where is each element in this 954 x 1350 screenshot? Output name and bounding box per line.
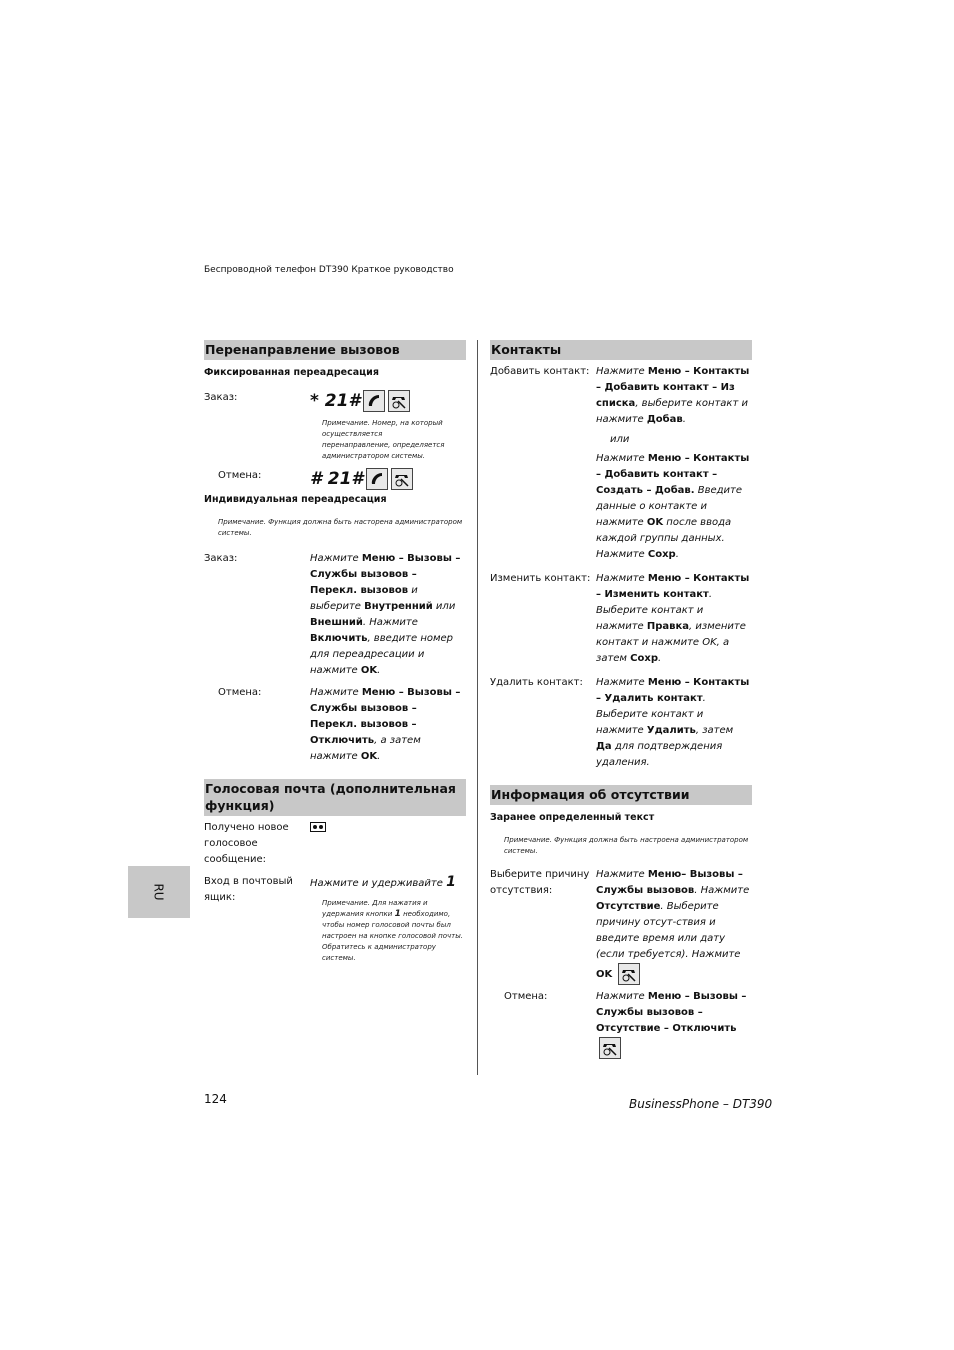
phone-onhook-timer-icon [599,1037,621,1059]
instruction-edit-contact: Нажмите Меню – Контакты – Изменить контакт. Выберите контакт и нажмите Правка, измените контакт и нажмите OK, а затем Сохр. [596,573,750,664]
language-tab-label: RU [152,883,166,901]
phone-offhook-icon [366,468,388,490]
note-individual: Примечание. Функция должна быть насторена администратором системы. [218,518,463,537]
phone-onhook-timer-icon [618,963,640,985]
label-new-message: Получено новое голосовое сообщение: [204,822,289,865]
section-title-absence: Информация об отсутствии [490,785,752,805]
instruction-individual-cancel: Нажмите Меню – Вызовы – Службы вызовов – Перекл. вызовов – Отключить, а затем нажмите OK. [310,687,461,762]
instruction-press-hold: Нажмите и удерживайте [310,878,443,889]
instruction-add-from-list: Нажмите Меню – Контакты – Добавить контакт – Из списка, выберите контакт и нажмите Добав. [596,366,750,425]
phone-onhook-timer-icon [391,468,413,490]
label-choose-reason: Выберите причину отсутствия: [490,869,590,896]
text-or: или [610,434,630,445]
row-fixed-order [204,390,466,462]
subheading-fixed-forwarding: Фиксированная переадресация [204,367,379,378]
row-edit-contact [490,571,752,667]
row-delete-contact [490,675,752,771]
phone-onhook-timer-icon [388,390,410,412]
left-column [204,340,466,964]
instruction-add-create: Нажмите Меню – Контакты – Добавить контакт – Создать – Добав. Введите данные о контакте и нажмите OK после ввода каждой группы данных. Нажмите Сохр. [596,453,750,560]
key-1: 1 [446,874,456,890]
language-tab [128,866,190,918]
row-new-voicemail [204,820,466,868]
row-mailbox-access [204,874,466,964]
subheading-predefined-text: Заранее определенный текст [490,812,655,823]
instruction-absence-cancel: Нажмите Меню – Вызовы – Службы вызовов – Отсутствие – Отключить [596,989,752,1059]
section-title-voicemail: Голосовая почта (дополнительная функция) [204,779,466,816]
subheading-individual-forwarding: Индивидуальная переадресация [204,494,387,505]
row-choose-reason [490,867,752,985]
document-header: Беспроводной телефон DT390 Краткое руководство [204,265,454,275]
instruction-delete-contact: Нажмите Меню – Контакты – Удалить контакт. Выберите контакт и нажмите Удалить, затем Да для подтверждения удаления. [596,677,750,768]
row-add-contact-create [490,451,752,563]
row-add-contact [490,364,752,428]
voicemail-tape-icon [310,822,326,838]
page-number: 124 [204,1092,227,1106]
row-fixed-cancel [204,468,466,490]
section-title-contacts: Контакты [490,340,752,360]
code-cancel: # 21# [310,469,364,489]
row-individual-cancel [204,685,466,765]
label-add-contact: Добавить контакт: [490,366,590,377]
right-column [490,340,752,1059]
label-cancel: Отмена: [504,991,548,1002]
label-cancel: Отмена: [218,687,262,698]
note-mailbox-access: Примечание. Для нажатия и удержания кнопки 1 необходимо, чтобы номер голосовой почты был настроен на кнопке голосовой почты. Обратитесь к администратору системы. [322,899,463,962]
phone-offhook-icon [363,390,385,412]
label-order: Заказ: [204,392,238,403]
row-absence-cancel [490,989,752,1059]
instruction-choose-reason: Нажмите Меню– Вызовы – Службы вызовов. Нажмите Отсутствие. Выберите причину отсут-ствия и введите время или дату (если требуется). Нажмите OK [596,867,752,985]
footer-title: BusinessPhone – DT390 [629,1097,773,1111]
note-absence: Примечание. Функция должна быть настроена администратором системы. [504,836,749,855]
label-delete-contact: Удалить контакт: [490,677,583,688]
label-edit-contact: Изменить контакт: [490,573,591,584]
column-divider [477,340,478,1075]
label-order: Заказ: [204,553,238,564]
note-fixed-order: Примечание. Номер, на который осуществляется перенаправление, определяется администратором системы. [322,419,445,460]
instruction-individual-order: Нажмите Меню – Вызовы – Службы вызовов – Перекл. вызовов и выберите Внутренний или Внешний. Нажмите Включить, введите номер для переадресации и нажмите OK. [310,553,461,676]
label-cancel: Отмена: [218,470,262,481]
label-mailbox-access: Вход в почтовый ящик: [204,876,293,903]
section-title-call-forwarding: Перенаправление вызовов [204,340,466,360]
code-order: * 21# [310,391,361,411]
row-individual-order [204,551,466,679]
